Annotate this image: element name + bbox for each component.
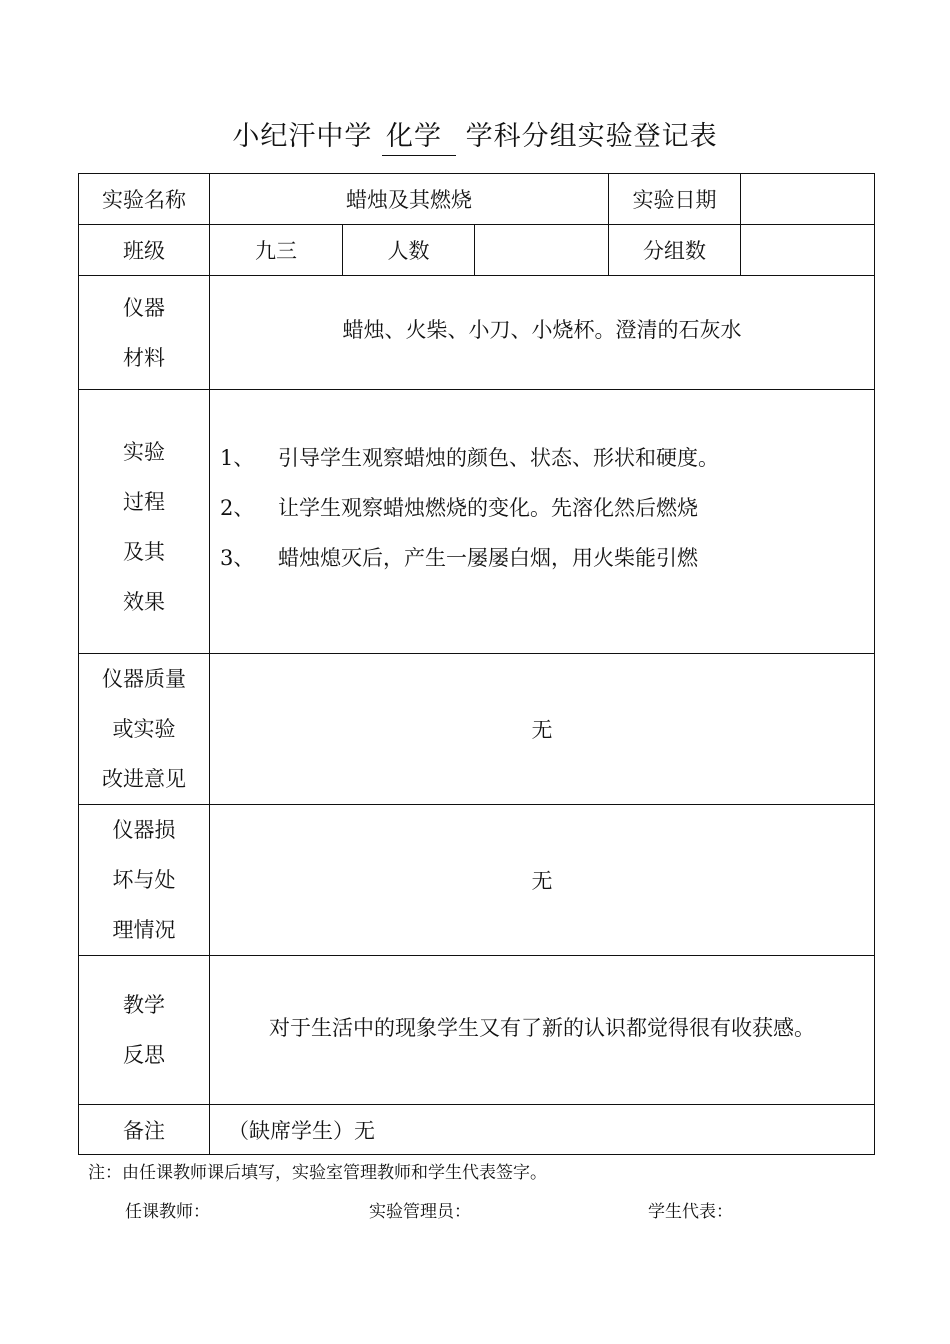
list-item: 1、 引导学生观察蜡烛的颜色、状态、形状和硬度。 — [220, 445, 719, 470]
group-count-label: 分组数 — [609, 225, 741, 276]
table-row — [79, 225, 875, 276]
experiment-date-label: 实验日期 — [609, 174, 741, 225]
remarks-value[interactable]: （缺席学生）无 — [210, 1105, 875, 1155]
table-row — [79, 390, 875, 654]
student-rep-signature-label: 学生代表： — [648, 1202, 733, 1222]
title-subject[interactable]: 化学 — [382, 114, 456, 156]
student-count-value[interactable] — [475, 225, 609, 276]
list-item: 2、 让学生观察蜡烛燃烧的变化。先溶化然后燃烧 — [220, 495, 698, 520]
title-prefix: 小纪汗中学 — [232, 121, 373, 152]
page-title — [0, 114, 950, 156]
experiment-record-table — [78, 173, 875, 1155]
group-count-value[interactable] — [741, 225, 875, 276]
quality-label: 仪器质量 或实验 改进意见 — [79, 654, 210, 805]
materials-value[interactable]: 蜡烛、火柴、小刀、小烧杯。澄清的石灰水 — [210, 276, 875, 390]
student-count-label: 人数 — [343, 225, 475, 276]
table-row — [79, 276, 875, 390]
damage-label: 仪器损 坏与处 理情况 — [79, 805, 210, 956]
reflection-label: 教学 反思 — [79, 956, 210, 1105]
materials-label: 仪器 材料 — [79, 276, 210, 390]
lab-admin-signature-label: 实验管理员： — [369, 1202, 471, 1222]
process-value[interactable] — [210, 390, 875, 654]
title-suffix: 学科分组实验登记表 — [465, 121, 718, 152]
process-label: 实验 过程 及其 效果 — [79, 390, 210, 654]
list-item: 3、 蜡烛熄灭后，产生一屡屡白烟，用火柴能引燃 — [220, 545, 698, 570]
table-row — [79, 805, 875, 956]
class-value[interactable]: 九三 — [210, 225, 343, 276]
remarks-label: 备注 — [79, 1105, 210, 1155]
quality-value[interactable]: 无 — [210, 654, 875, 805]
table-row — [79, 654, 875, 805]
table-row — [79, 1105, 875, 1155]
reflection-value[interactable]: 对于生活中的现象学生又有了新的认识都觉得很有收获感。 — [210, 956, 875, 1105]
table-row — [79, 956, 875, 1105]
teacher-signature-label: 任课教师： — [125, 1202, 210, 1222]
experiment-date-value[interactable] — [741, 174, 875, 225]
damage-value[interactable]: 无 — [210, 805, 875, 956]
class-label: 班级 — [79, 225, 210, 276]
table-row — [79, 174, 875, 225]
experiment-name-value[interactable]: 蜡烛及其燃烧 — [210, 174, 609, 225]
experiment-name-label: 实验名称 — [79, 174, 210, 225]
footnote: 注：由任课教师课后填写，实验室管理教师和学生代表签字。 — [88, 1163, 547, 1183]
